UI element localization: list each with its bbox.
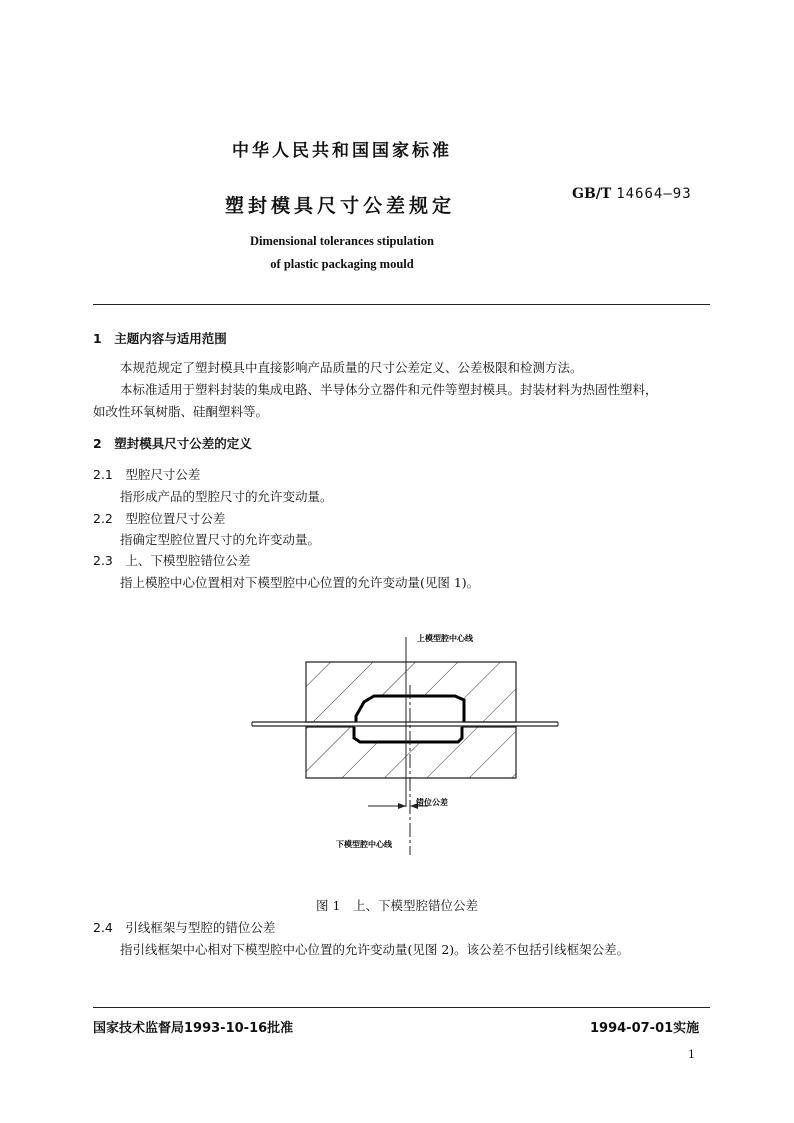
mold-offset-figure <box>240 625 570 855</box>
section-2-2-title: 2.2 型腔位置尺寸公差 <box>93 511 226 526</box>
upper-centerline-label: 上模型腔中心线 <box>417 634 473 643</box>
upper-mold <box>306 662 516 722</box>
section-2-1-title: 2.1 型腔尺寸公差 <box>93 467 201 482</box>
section-2-4-title: 2.4 引线框架与型腔的错位公差 <box>93 920 276 935</box>
standard-number <box>572 186 692 202</box>
approval-info: 国家技术监督局1993-10-16批准 <box>93 1021 294 1036</box>
english-title-line-2: of plastic packaging mould <box>270 257 414 271</box>
section-2-2-text: 指确定型腔位置尺寸的允许变动量。 <box>120 532 321 547</box>
section-1-paragraph-2-cont: 如改性环氧树脂、硅酮塑料等。 <box>93 404 269 419</box>
english-title-line-1: Dimensional tolerances stipulation <box>249 234 435 248</box>
standard-code: 14664—93 <box>616 186 692 202</box>
section-1-heading: 1 主题内容与适用范围 <box>93 331 227 346</box>
header-divider <box>93 304 710 305</box>
section-2-3-text: 指上模腔中心位置相对下模型腔中心位置的允许变动量(见图 1)。 <box>120 575 480 590</box>
section-1-paragraph-2: 本标准适用于塑料封装的集成电路、半导体分立器件和元件等塑封模具。封装材料为热固性塑料， <box>120 382 658 397</box>
section-2-1-text: 指形成产品的型腔尺寸的允许变动量。 <box>120 489 333 504</box>
national-standard-title: 中华人民共和国国家标准 <box>232 141 452 161</box>
lower-centerline-label: 下模型腔中心线 <box>336 840 392 849</box>
page-number: 1 <box>688 1048 695 1061</box>
section-2-heading: 2 塑封模具尺寸公差的定义 <box>93 436 252 451</box>
footer-divider <box>93 1007 710 1008</box>
section-2-4-text: 指引线框架中心相对下模型腔中心位置的允许变动量(见图 2)。该公差不包括引线框架公差。 <box>120 942 630 957</box>
figure-1-caption: 图 1 上、下模型腔错位公差 <box>316 898 478 913</box>
section-1-paragraph-1: 本规范规定了塑封模具中直接影响产品质量的尺寸公差定义、公差极限和检测方法。 <box>120 360 583 375</box>
package-cavity-outline <box>354 696 464 742</box>
lower-mold <box>306 727 516 778</box>
offset-tolerance-label: 错位公差 <box>416 798 448 807</box>
document-title: 塑封模具尺寸公差规定 <box>224 195 455 217</box>
effective-date: 1994-07-01实施 <box>590 1021 700 1036</box>
section-2-3-title: 2.3 上、下模型腔错位公差 <box>93 553 251 568</box>
standard-prefix: GB/T <box>572 186 612 202</box>
lead-frame <box>252 722 558 726</box>
